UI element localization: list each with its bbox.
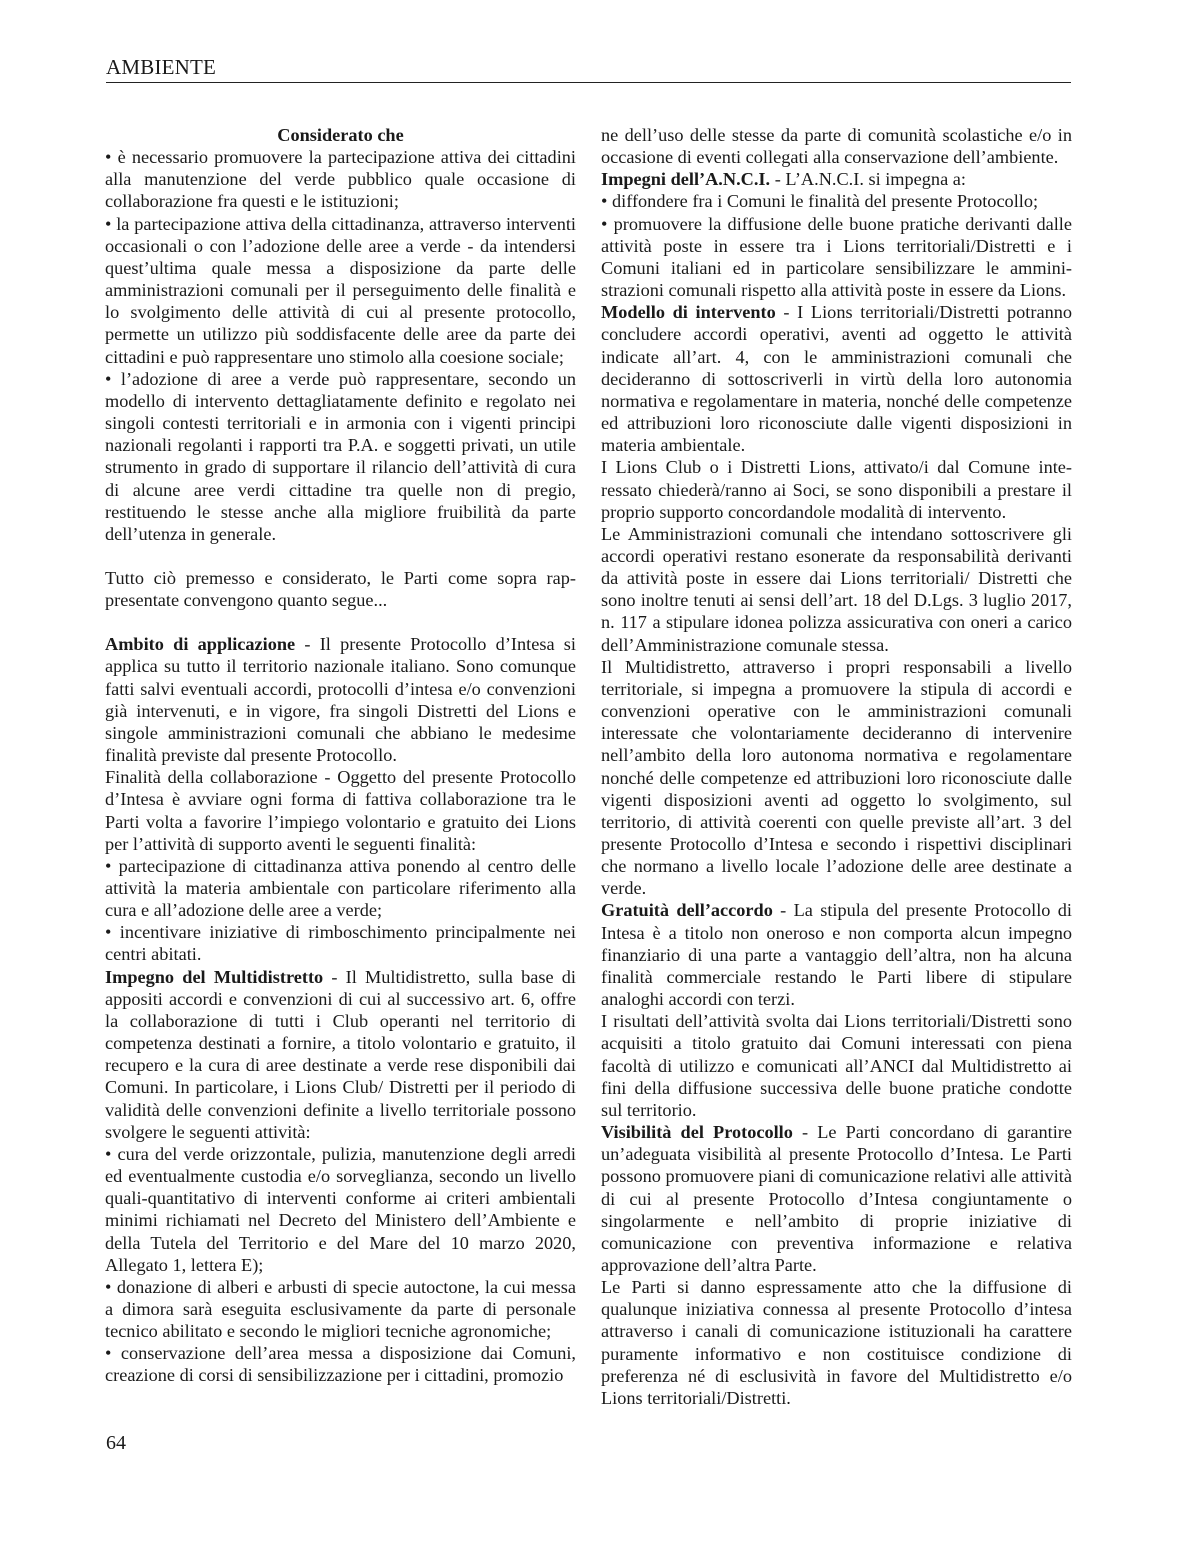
paragraph: • partecipazione di cittadinanza attiva ponendo al centro delle attività la materia ambientale con particolare riferimento alla cura e all’adozione delle aree a verde; <box>105 855 576 921</box>
modello-label: Modello di intervento <box>601 302 776 323</box>
impegno-text: - Il Multidistretto, sulla base di appositi accordi e convenzioni di cui al successivo art. 6, offre la collaborazione di tutti i Club operanti nel territorio di competenza destinati a fornire, a titolo volontario e gratuito, il recupero e la cura di aree destinate a verde rese disponibili dai Comuni. In particolare, i Lions Club/ Distretti per il periodo di validità delle convenzioni definite a livello territoriale possono svolgere le seguenti attività: <box>105 966 576 1142</box>
paragraph: I risultati dell’attività svolta dai Lions territoriali/Distretti sono acquisiti a titolo gratuito dai Comuni interessati con piena facoltà di utilizzo e comunicati all’ANCI dal Multidistretto ai fini della diffusione successiva delle buone pratiche condotte sul territorio. <box>601 1011 1072 1120</box>
paragraph: • la partecipazione attiva della cittadinanza, attraverso interventi occasionali o con l’adozione delle aree a verde - da intendersi quest’ultima quale messa a disposizione da parte delle amministrazioni comunali per il perseguimento delle finalità e lo svolgimento delle attività di cui al presente protocollo, permette un utilizzo più soddisfacente delle aree da parte dei cittadini e può rappresentare uno stimolo alla coesione sociale; <box>105 213 576 367</box>
gratuita-label: Gratuità dell’accordo <box>601 900 773 921</box>
anci-label: Impegni dell’A.N.C.I. <box>601 169 771 190</box>
anci-paragraph <box>601 168 1072 190</box>
paragraph: • cura del verde orizzontale, pulizia, manutenzione degli arredi ed eventualmente custodia e/o sorveglianza, secondo un livello quali-quantitativo di interventi conforme ai criteri ambientali minimi richiamati nel Decreto del Ministero dell’Ambiente e della Tutela del Territorio e del Mare del 10 marzo 2020, Allegato 1, lettera E); <box>105 1143 576 1275</box>
left-column <box>105 124 576 1387</box>
paragraph: • conservazione dell’area messa a disposizione dai Comuni, creazione di corsi di sensibilizzazione per i cittadini, promozio <box>105 1343 576 1386</box>
paragraph: • promuovere la diffusione delle buone pratiche derivanti dalle attività poste in essere tra i Lions territoriali/Distretti e i Comuni italiani ed in particolare sensibilizzare le amministrazioni comunali rispetto alla attività poste in essere da Lions. <box>601 213 1072 301</box>
section-header: AMBIENTE <box>106 55 1071 83</box>
paragraph: ne dell’uso delle stesse da parte di comunità scolastiche e/o in occasione di eventi collegati alla conservazione dell’ambiente. <box>601 125 1072 168</box>
paragraph: Le Amministrazioni comunali che intendano sottoscrivere gli accordi operativi restano esonerate da responsabilità derivanti da attività poste in essere dai Lions territoriali/ Distretti che sono inoltre tenuti ai sensi dell’art. 18 del D.Lgs. 3 luglio 2017, n. 117 a stipulare idonea polizza assicurativa con oneri a carico dell’Amministrazione comunale stessa. <box>601 523 1072 655</box>
paragraph: Tutto ciò premesso e considerato, le Parti come sopra rappresentate convengono quanto segue... <box>105 567 576 611</box>
paragraph: • donazione di alberi e arbusti di specie autoctone, la cui messa a dimora sarà eseguita esclusivamente da parte di personale tecnico abilitato e secondo le migliori tecniche agronomiche; <box>105 1276 576 1342</box>
paragraph: • incentivare iniziative di rimboschimento principalmente nei centri abitati. <box>105 922 576 965</box>
ambito-paragraph <box>105 633 576 766</box>
ambito-text: - Il presente Protocollo d’Intesa si applica su tutto il territorio nazionale italiano. Sono comunque fatti salvi eventuali accordi, protocolli d’intesa e/o convenzioni già intervenuti, e in vigore, fra singoli Distretti del Lions e singole amministrazioni comunali che abbiano le medesime finalità previste dal presente Protocollo. <box>105 634 576 766</box>
impegno-paragraph <box>105 966 576 1143</box>
visibilita-text: - Le Parti concordano di garantire un’adeguata visibilità al presente Protocollo d’Intesa. Le Parti possono promuovere piani di comunicazione relativi alle attività di cui al presente Protocollo d’Intesa congiuntamente o singolarmente e nell’ambito di proprie iniziative di comunicazione con preventiva informazione e relativa approvazione dell’altra Parte. <box>601 1122 1072 1275</box>
paragraph: • è necessario promuovere la partecipazione attiva dei cittadini alla manutenzione del verde pubblico quale occasione di collaborazione fra questi e le istituzioni; <box>105 147 576 212</box>
paragraph: Finalità della collaborazione - Oggetto del presente Protocollo d’Intesa è avviare ogni forma di fattiva collaborazione tra le Parti volta a favorire l’impiego volontario e gratuito dei Lions per l’attività di supporto aventi le seguenti finalità: <box>105 767 576 854</box>
modello-text: - I Lions territoriali/Distretti potranno concludere accordi operativi, aventi ad oggetto le attività indicate all’art. 4, con le amministrazioni comunali che decideranno di sottoscriverli in virtù della loro autonomia normativa e regolamentare in materia, nonché delle competenze ed attribuzioni loro riconosciute dalle vigenti disposizioni in materia ambientale. <box>601 302 1072 456</box>
visibilita-label: Visibilità del Protocollo <box>601 1122 793 1143</box>
page-number: 64 <box>106 1432 126 1454</box>
ambito-label: Ambito di applicazione <box>105 634 296 655</box>
right-column <box>601 124 1072 1409</box>
paragraph: • l’adozione di aree a verde può rappresentare, secondo un modello di intervento dettagliatamente definito e regolato nei singoli contesti territoriali e in armonia con i vigenti principi nazionali regolanti i rapporti tra P.A. e soggetti privati, un utile strumento in grado di supportare il rilancio dell’attività di cura di alcune aree verdi cittadine tra quelle non di pregio, restituendo le stesse anche alla migliore fruibilità da parte dell’utenza in generale. <box>105 368 576 544</box>
modello-paragraph <box>601 301 1072 456</box>
considerato-heading: Considerato che <box>277 125 404 145</box>
paragraph: Il Multidistretto, attraverso i propri responsabili a livello territoriale, si impegna a promuovere la stipula di accordi e convenzioni operative con le amministrazioni comunali interessate che volontariamente decideranno di intervenire nell’ambito della loro autonoma normativa e regolamentare nonché delle competenze ed attribuzioni loro riconosciute dalle vigenti disposizioni aventi ad oggetto lo svolgimento, sul territorio, di attività coerenti con quelle previste all’art. 3 del presente Protocollo d’Intesa e secondo i rispettivi disciplinari che normano a livello locale l’adozione delle aree destinate a verde. <box>601 656 1072 899</box>
gratuita-text: - La stipula del presente Protocollo di Intesa è a titolo non oneroso e non comporta alcun impegno finanziario di una parte a vantaggio dell’altra, non ha alcuna finalità commerciale restando le Parti libere di stipulare analoghi accordi con terzi. <box>601 900 1072 1010</box>
paragraph: Le Parti si danno espressamente atto che la diffusione di qualunque iniziativa connessa al presente Protocollo d’intesa attraverso i canali di comunicazione istituzionali ha carattere puramente informativo e non costituisce condizione di preferenza né di esclusività in favore del Multidistretto e/o Lions territoriali/Distretti. <box>601 1277 1072 1408</box>
visibilita-paragraph <box>601 1121 1072 1276</box>
paragraph: • diffondere fra i Comuni le finalità del presente Protocollo; <box>601 191 1039 212</box>
paragraph: I Lions Club o i Distretti Lions, attivato/i dal Comune interessato chiederà/ranno ai Soci, se sono disponibili a prestare il proprio supporto concordandole modalità di intervento. <box>601 457 1072 522</box>
anci-text: - L’A.N.C.I. si impegna a: <box>770 169 966 190</box>
impegno-label: Impegno del Multidistretto <box>105 966 324 987</box>
gratuita-paragraph <box>601 899 1072 1010</box>
